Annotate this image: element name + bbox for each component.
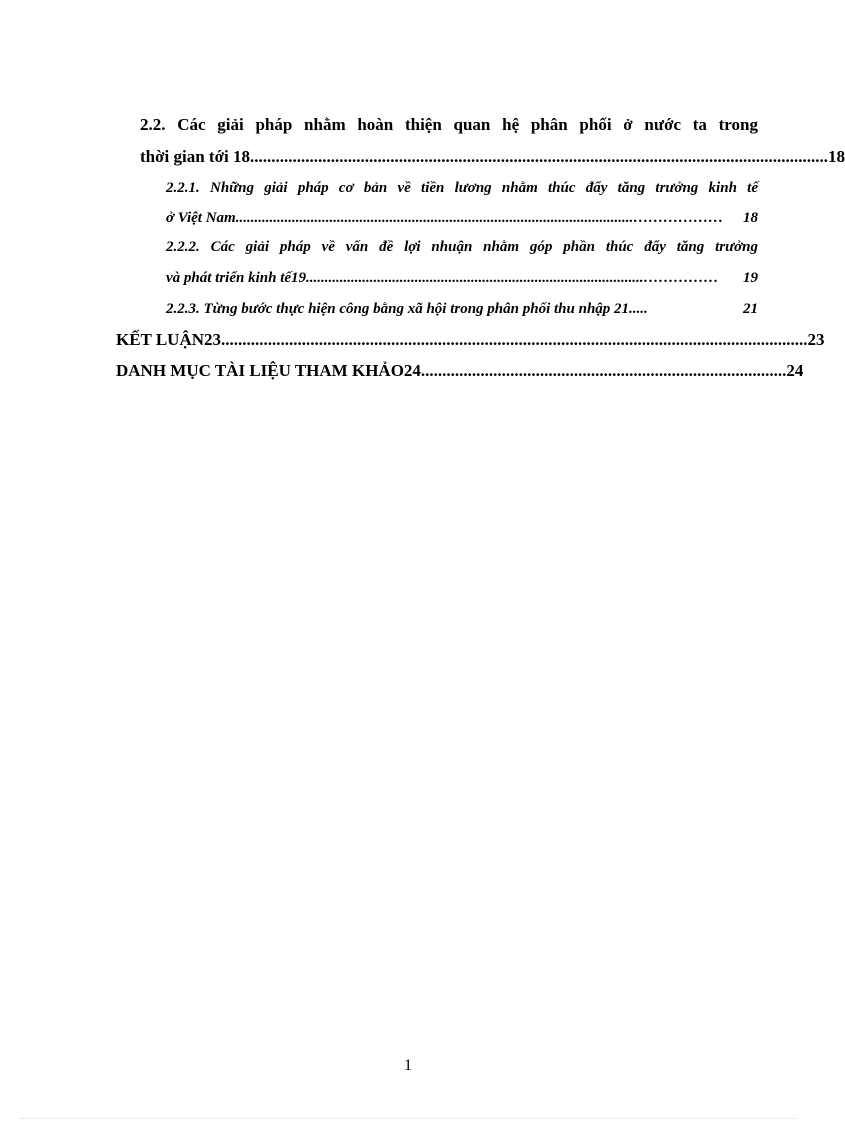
toc-entry-2-2-2-line1[interactable]: 2.2.2. Các giải pháp về vấn đề lợi nhuận nhằm góp phần thúc đẩy tăng trưởng xyxy=(166,239,758,255)
toc-entry-text: 2.2.3. Từng bước thực hiện công bằng xã hội trong phân phối thu nhập 21 xyxy=(166,301,630,317)
toc-entry-text: KẾT LUẬN23 xyxy=(116,330,222,349)
page-bottom-border xyxy=(20,1118,796,1119)
toc-entry-danh-muc[interactable] xyxy=(116,361,804,381)
toc-leader-dots: ........................................................................................................................................ xyxy=(249,147,828,166)
toc-entry-2-2-1-line2[interactable] xyxy=(166,208,758,228)
toc-entry-2-2-line1[interactable]: 2.2. Các giải pháp nhằm hoàn thiện quan hệ phân phối ở nước ta trong xyxy=(140,115,758,134)
toc-leader-dots: .......................................................................................................................................... xyxy=(221,330,808,349)
toc-page-number: 19 xyxy=(743,270,758,286)
toc-leader-dots: ..........................................................................................…………… xyxy=(306,270,719,286)
toc-page-number: 23 xyxy=(807,330,825,349)
toc-entry-text: DANH MỤC TÀI LIỆU THAM KHẢO24 xyxy=(116,361,421,380)
toc-entry-text: và phát triển kinh tế19 xyxy=(166,270,307,286)
toc-entry-2-2-2-line2[interactable] xyxy=(166,268,758,288)
page-number: 1 xyxy=(404,1057,412,1074)
toc-leader-dots: ..........................................................................................................……………… xyxy=(235,210,724,226)
toc-page-number: 18 xyxy=(743,210,758,226)
toc-leader-dots: ..... xyxy=(629,301,648,317)
toc-page-number: 18 xyxy=(827,147,845,166)
toc-entry-2-2-3[interactable] xyxy=(166,299,758,319)
toc-entry-ket-luan[interactable] xyxy=(116,330,825,350)
toc-page-number: 21 xyxy=(743,301,758,317)
toc-entry-text: ở Việt Nam xyxy=(166,210,236,226)
toc-entry-2-2-1-line1[interactable]: 2.2.1. Những giải pháp cơ bản về tiền lương nhằm thúc đẩy tăng trưởng kinh tế xyxy=(166,180,758,196)
toc-page-number: 24 xyxy=(786,361,804,380)
toc-leader-dots: ...................................................................................... xyxy=(420,361,787,380)
toc-entry-text: thời gian tới 18 xyxy=(140,147,250,166)
toc-entry-2-2-line2[interactable] xyxy=(140,147,845,167)
